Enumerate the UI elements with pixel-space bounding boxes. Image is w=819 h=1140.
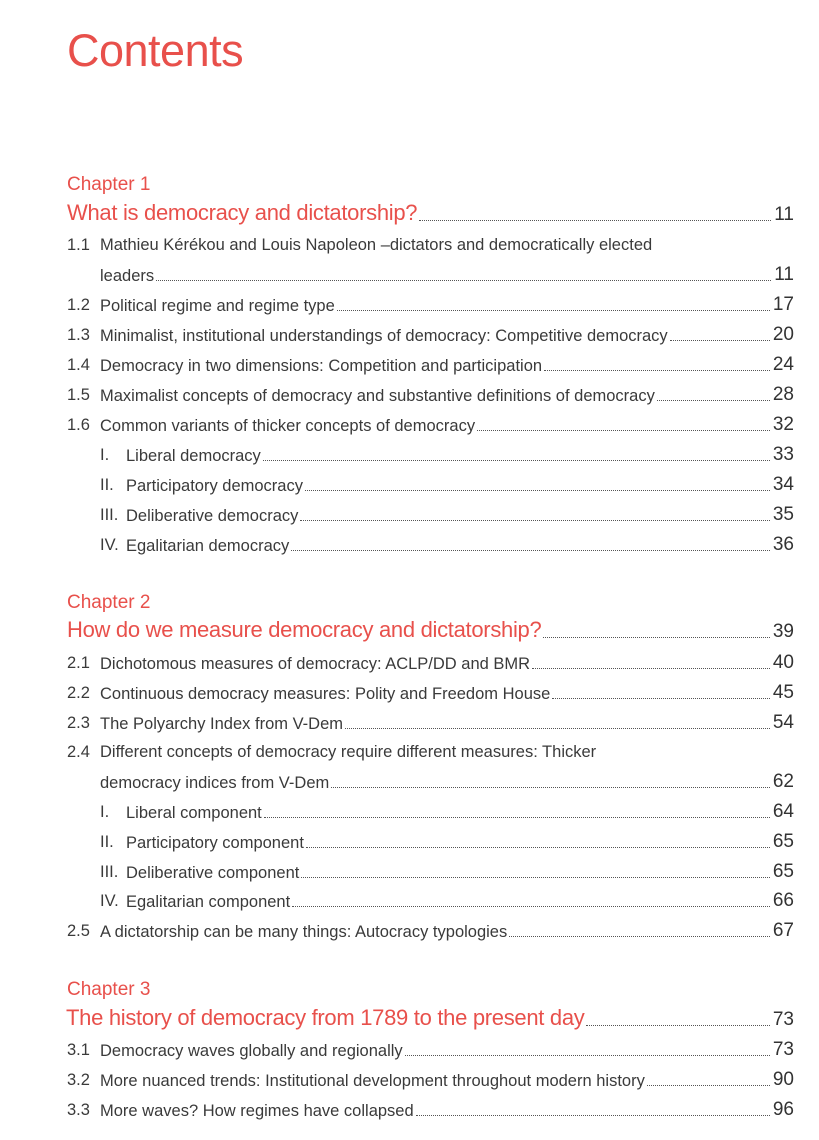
dot-leader bbox=[337, 310, 770, 311]
page-title: Contents bbox=[67, 25, 244, 76]
toc-entry-text: Democracy waves globally and regionally bbox=[100, 1042, 403, 1060]
page-number: 32 bbox=[772, 414, 794, 435]
toc-entry-text: Deliberative component bbox=[126, 864, 300, 882]
page-number: 90 bbox=[772, 1069, 794, 1090]
toc-entry-number: III. bbox=[100, 863, 119, 881]
page-number: 73 bbox=[772, 1009, 794, 1030]
toc-entry-number: II. bbox=[100, 476, 114, 494]
dot-leader bbox=[301, 877, 770, 878]
toc-entry-text: Deliberative democracy bbox=[126, 507, 299, 525]
dot-leader bbox=[264, 817, 770, 818]
toc-entry-number: 3.2 bbox=[67, 1071, 90, 1089]
chapter-title: The history of democracy from 1789 to the present day bbox=[66, 1005, 585, 1030]
toc-entry-text: A dictatorship can be many things: Autocracy typologies bbox=[100, 923, 508, 941]
toc-entry-number: 1.1 bbox=[67, 236, 90, 254]
dot-leader bbox=[477, 430, 770, 431]
toc-entry-text-line1: Mathieu Kérékou and Louis Napoleon –dictators and democratically elected bbox=[100, 236, 653, 254]
page-number: 54 bbox=[772, 712, 794, 733]
page-number: 67 bbox=[772, 920, 794, 941]
toc-entry[interactable] bbox=[126, 827, 794, 853]
toc-entry-number: 2.3 bbox=[67, 714, 90, 732]
toc-entry-text: Participatory democracy bbox=[126, 477, 303, 495]
toc-entry[interactable] bbox=[126, 886, 794, 912]
page-number: 28 bbox=[772, 384, 794, 405]
toc-entry-text: More waves? How regimes have collapsed bbox=[100, 1102, 414, 1120]
dot-leader bbox=[306, 847, 770, 848]
toc-entry-text: More nuanced trends: Institutional development throughout modern history bbox=[100, 1072, 645, 1090]
toc-entry-number: 3.1 bbox=[67, 1041, 90, 1059]
toc-entry-number: 2.2 bbox=[67, 684, 90, 702]
toc-entry-text: The Polyarchy Index from V-Dem bbox=[100, 715, 344, 733]
chapter-label: Chapter 3 bbox=[67, 979, 151, 1000]
page-number: 39 bbox=[772, 621, 794, 642]
toc-entry[interactable] bbox=[100, 708, 794, 734]
dot-leader bbox=[305, 490, 770, 491]
toc-entry-text: Minimalist, institutional understandings of democracy: Competitive democracy bbox=[100, 327, 668, 345]
dot-leader bbox=[509, 936, 770, 937]
dot-leader bbox=[670, 340, 770, 341]
page-number: 96 bbox=[772, 1099, 794, 1120]
page-number: 73 bbox=[772, 1039, 794, 1060]
toc-entry-text: Dichotomous measures of democracy: ACLP/DD and BMR bbox=[100, 655, 531, 673]
page-number: 17 bbox=[772, 294, 794, 315]
toc-entry-text: Common variants of thicker concepts of democracy bbox=[100, 417, 476, 435]
toc-entry-number: 1.4 bbox=[67, 356, 90, 374]
page-number: 40 bbox=[772, 652, 794, 673]
chapter-title: What is democracy and dictatorship? bbox=[67, 200, 418, 225]
page-number: 35 bbox=[772, 504, 794, 525]
toc-entry[interactable] bbox=[100, 260, 794, 286]
page-number: 33 bbox=[772, 444, 794, 465]
toc-entry[interactable] bbox=[100, 1095, 794, 1121]
chapter-title-row[interactable] bbox=[67, 200, 794, 226]
dot-leader bbox=[405, 1055, 770, 1056]
page-number: 24 bbox=[772, 354, 794, 375]
toc-entry-number: 2.4 bbox=[67, 743, 90, 761]
page-number: 34 bbox=[772, 474, 794, 495]
toc-entry-text: Political regime and regime type bbox=[100, 297, 335, 315]
toc-entry[interactable] bbox=[126, 470, 794, 496]
toc-entry[interactable] bbox=[100, 678, 794, 704]
toc-entry-text: Continuous democracy measures: Polity and Freedom House bbox=[100, 685, 551, 703]
toc-entry-text: Egalitarian democracy bbox=[126, 537, 290, 555]
dot-leader bbox=[345, 728, 770, 729]
chapter-label: Chapter 2 bbox=[67, 592, 151, 613]
toc-entry-text: Liberal component bbox=[126, 804, 262, 822]
toc-entry-text: leaders bbox=[100, 267, 155, 285]
toc-entry[interactable] bbox=[100, 1065, 794, 1091]
toc-entry-text: Democracy in two dimensions: Competition and participation bbox=[100, 357, 543, 375]
chapter-title: How do we measure democracy and dictatorship? bbox=[67, 617, 542, 642]
page-number: 65 bbox=[772, 831, 794, 852]
dot-leader bbox=[331, 787, 770, 788]
page-number: 65 bbox=[772, 861, 794, 882]
toc-entry[interactable] bbox=[126, 500, 794, 526]
toc-entry[interactable] bbox=[100, 916, 794, 942]
toc-entry-number: IV. bbox=[100, 536, 119, 554]
chapter-label: Chapter 1 bbox=[67, 174, 151, 195]
page-number: 11 bbox=[774, 204, 794, 225]
toc-entry-text: Egalitarian component bbox=[126, 893, 291, 911]
toc-entry[interactable] bbox=[126, 797, 794, 823]
toc-entry-text-line1: Different concepts of democracy require different measures: Thicker bbox=[100, 743, 597, 761]
dot-leader bbox=[647, 1085, 770, 1086]
page-number: 45 bbox=[772, 682, 794, 703]
page-number: 62 bbox=[772, 771, 794, 792]
toc-entry[interactable] bbox=[100, 380, 794, 406]
toc-entry-text: Maximalist concepts of democracy and substantive definitions of democracy bbox=[100, 387, 655, 405]
toc-entry[interactable] bbox=[100, 290, 794, 316]
toc-entry-number: 1.5 bbox=[67, 386, 90, 404]
toc-entry-number: 1.3 bbox=[67, 326, 90, 344]
toc-entry-number: 1.6 bbox=[67, 416, 90, 434]
toc-entry-number: II. bbox=[100, 833, 114, 851]
toc-entry[interactable] bbox=[100, 648, 794, 674]
toc-entry-number: III. bbox=[100, 506, 119, 524]
dot-leader bbox=[419, 220, 771, 221]
dot-leader bbox=[300, 520, 769, 521]
toc-entry-number: I. bbox=[100, 803, 110, 821]
dot-leader bbox=[586, 1025, 769, 1026]
toc-entry[interactable] bbox=[100, 320, 794, 346]
toc-entry-number: 2.5 bbox=[67, 922, 90, 940]
dot-leader bbox=[291, 550, 770, 551]
toc-entry-number: I. bbox=[100, 446, 110, 464]
dot-leader bbox=[657, 400, 770, 401]
page-number: 20 bbox=[772, 324, 794, 345]
toc-entry-number: 2.1 bbox=[67, 654, 90, 672]
dot-leader bbox=[416, 1115, 770, 1116]
toc-entry-text: democracy indices from V-Dem bbox=[100, 774, 330, 792]
dot-leader bbox=[263, 460, 770, 461]
toc-entry[interactable] bbox=[126, 440, 794, 466]
dot-leader bbox=[532, 668, 770, 669]
toc-entry-number: 1.2 bbox=[67, 296, 90, 314]
dot-leader bbox=[292, 906, 770, 907]
toc-entry[interactable] bbox=[126, 530, 794, 556]
toc-entry-number: 3.3 bbox=[67, 1101, 90, 1119]
dot-leader bbox=[544, 370, 770, 371]
dot-leader bbox=[156, 280, 771, 281]
toc-entry-text: Participatory component bbox=[126, 834, 304, 852]
page-number: 11 bbox=[774, 264, 794, 285]
toc-entry-text: Liberal democracy bbox=[126, 447, 261, 465]
toc-entry[interactable] bbox=[100, 1035, 794, 1061]
dot-leader bbox=[552, 698, 770, 699]
page-number: 64 bbox=[772, 801, 794, 822]
toc-entry[interactable] bbox=[100, 350, 794, 376]
toc-entry[interactable] bbox=[100, 767, 794, 793]
toc-entry-number: IV. bbox=[100, 892, 119, 910]
page-number: 66 bbox=[772, 890, 794, 911]
chapter-title-row[interactable] bbox=[67, 617, 794, 643]
toc-entry[interactable] bbox=[100, 410, 794, 436]
dot-leader bbox=[543, 637, 769, 638]
chapter-title-row[interactable] bbox=[66, 1005, 794, 1031]
toc-entry[interactable] bbox=[126, 857, 794, 883]
page-number: 36 bbox=[772, 534, 794, 555]
